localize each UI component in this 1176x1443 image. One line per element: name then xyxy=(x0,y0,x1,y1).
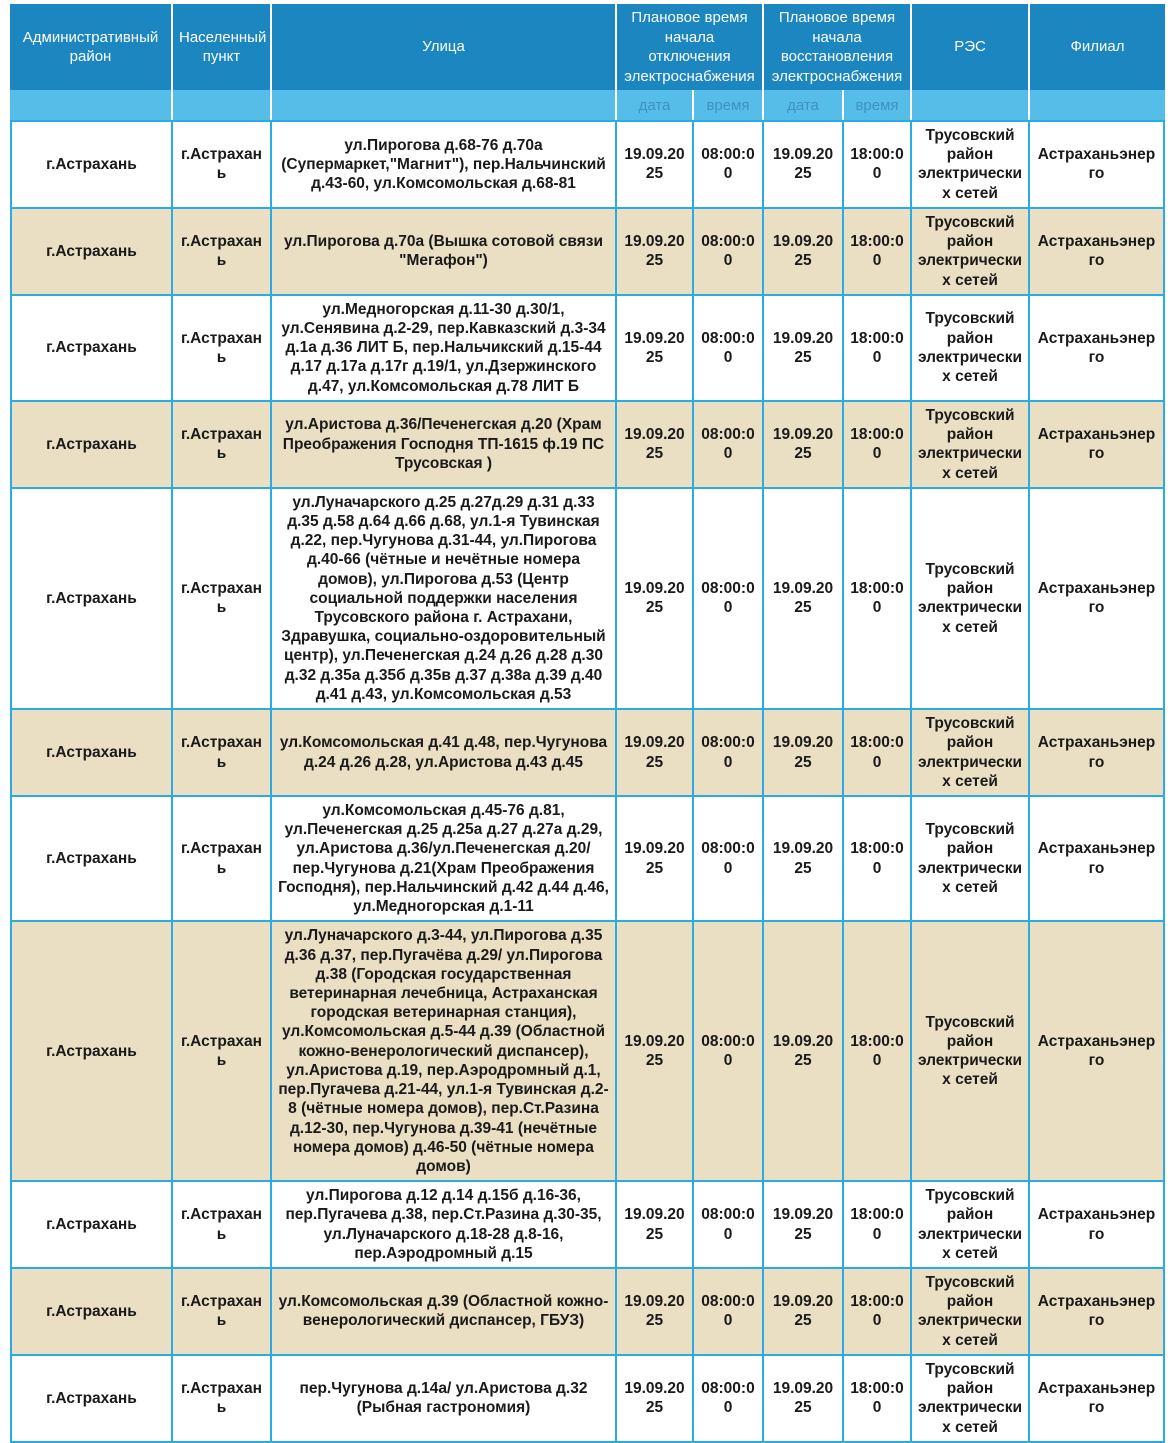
cell-district: г.Астрахань xyxy=(10,1269,173,1356)
table-header xyxy=(10,4,1165,120)
cell-off-time: 08:00:00 xyxy=(694,489,764,710)
col-header-branch: Филиал xyxy=(1030,4,1165,90)
cell-on-date: 19.09.2025 xyxy=(764,922,844,1182)
outage-row xyxy=(10,489,1165,710)
cell-on-time: 18:00:00 xyxy=(844,296,912,402)
cell-branch: Астраханьэнерго xyxy=(1030,209,1165,296)
cell-district: г.Астрахань xyxy=(10,1356,173,1443)
cell-off-date: 19.09.2025 xyxy=(617,1182,694,1269)
cell-on-time: 18:00:00 xyxy=(844,1182,912,1269)
cell-settlement: г.Астрахань xyxy=(173,402,272,489)
cell-settlement: г.Астрахань xyxy=(173,209,272,296)
cell-branch: Астраханьэнерго xyxy=(1030,120,1165,209)
outage-row xyxy=(10,1182,1165,1269)
cell-on-date: 19.09.2025 xyxy=(764,1356,844,1443)
subheader-empty xyxy=(272,90,617,120)
cell-off-time: 08:00:00 xyxy=(694,209,764,296)
col-header-district: Административный район xyxy=(10,4,173,90)
cell-off-date: 19.09.2025 xyxy=(617,120,694,209)
cell-off-date: 19.09.2025 xyxy=(617,797,694,922)
subheader-on-time: время xyxy=(844,90,912,120)
cell-street: пер.Чугунова д.14а/ ул.Аристова д.32 (Рыбная гастрономия) xyxy=(272,1356,617,1443)
cell-on-date: 19.09.2025 xyxy=(764,296,844,402)
cell-branch: Астраханьэнерго xyxy=(1030,1182,1165,1269)
cell-on-date: 19.09.2025 xyxy=(764,489,844,710)
outage-row xyxy=(10,296,1165,402)
cell-off-date: 19.09.2025 xyxy=(617,209,694,296)
cell-settlement: г.Астрахань xyxy=(173,1356,272,1443)
cell-on-time: 18:00:00 xyxy=(844,1356,912,1443)
cell-off-time: 08:00:00 xyxy=(694,1269,764,1356)
cell-res: Трусовский район электрических сетей xyxy=(912,402,1030,489)
cell-off-time: 08:00:00 xyxy=(694,710,764,797)
cell-street: ул.Пирогова д.70а (Вышка сотовой связи "Мегафон") xyxy=(272,209,617,296)
cell-res: Трусовский район электрических сетей xyxy=(912,1269,1030,1356)
col-header-street: Улица xyxy=(272,4,617,90)
cell-off-time: 08:00:00 xyxy=(694,922,764,1182)
cell-off-time: 08:00:00 xyxy=(694,296,764,402)
subheader-on-date: дата xyxy=(764,90,844,120)
cell-district: г.Астрахань xyxy=(10,797,173,922)
cell-settlement: г.Астрахань xyxy=(173,1182,272,1269)
col-header-restore-start: Плановое время начала восстановления электроснабжения xyxy=(764,4,912,90)
cell-res: Трусовский район электрических сетей xyxy=(912,1356,1030,1443)
col-header-settlement: Населенный пункт xyxy=(173,4,272,90)
outage-row xyxy=(10,209,1165,296)
cell-district: г.Астрахань xyxy=(10,209,173,296)
cell-on-date: 19.09.2025 xyxy=(764,797,844,922)
cell-on-time: 18:00:00 xyxy=(844,402,912,489)
subheader-off-date: дата xyxy=(617,90,694,120)
cell-street: ул.Медногорская д.11-30 д.30/1, ул.Сенявина д.2-29, пер.Кавказский д.3-34 д.1а д.36 ЛИТ Б, пер.Нальчикский д.15-44 д.17 д.17а д.17г д.19/1, ул.Дзержинского д.47, ул.Комсомольская д.78 ЛИТ Б xyxy=(272,296,617,402)
subheader-empty xyxy=(1030,90,1165,120)
cell-district: г.Астрахань xyxy=(10,1182,173,1269)
cell-branch: Астраханьэнерго xyxy=(1030,296,1165,402)
cell-on-date: 19.09.2025 xyxy=(764,1269,844,1356)
cell-settlement: г.Астрахань xyxy=(173,489,272,710)
cell-settlement: г.Астрахань xyxy=(173,922,272,1182)
outage-row xyxy=(10,1356,1165,1443)
cell-branch: Астраханьэнерго xyxy=(1030,1269,1165,1356)
cell-branch: Астраханьэнерго xyxy=(1030,797,1165,922)
cell-branch: Астраханьэнерго xyxy=(1030,710,1165,797)
cell-on-time: 18:00:00 xyxy=(844,1269,912,1356)
cell-res: Трусовский район электрических сетей xyxy=(912,489,1030,710)
cell-res: Трусовский район электрических сетей xyxy=(912,209,1030,296)
cell-on-time: 18:00:00 xyxy=(844,489,912,710)
cell-res: Трусовский район электрических сетей xyxy=(912,1182,1030,1269)
subheader-empty xyxy=(173,90,272,120)
cell-settlement: г.Астрахань xyxy=(173,296,272,402)
cell-res: Трусовский район электрических сетей xyxy=(912,922,1030,1182)
cell-res: Трусовский район электрических сетей xyxy=(912,120,1030,209)
cell-off-time: 08:00:00 xyxy=(694,1182,764,1269)
cell-settlement: г.Астрахань xyxy=(173,797,272,922)
col-header-res: РЭС xyxy=(912,4,1030,90)
cell-off-time: 08:00:00 xyxy=(694,120,764,209)
cell-off-date: 19.09.2025 xyxy=(617,489,694,710)
cell-district: г.Астрахань xyxy=(10,922,173,1182)
outage-row xyxy=(10,120,1165,209)
outage-row xyxy=(10,402,1165,489)
cell-street: ул.Комсомольская д.45-76 д.81, ул.Печенегская д.25 д.25а д.27 д.27а д.29, ул.Аристова д.36/ул.Печенегская д.20/ пер.Чугунова д.21(Храм Преображения Господня), пер.Нальчинский д.42 д.44 д.46, ул.Медногорская д.1-11 xyxy=(272,797,617,922)
subheader-row xyxy=(10,90,1165,120)
cell-on-date: 19.09.2025 xyxy=(764,402,844,489)
cell-on-date: 19.09.2025 xyxy=(764,209,844,296)
subheader-empty xyxy=(912,90,1030,120)
cell-district: г.Астрахань xyxy=(10,402,173,489)
cell-street: ул.Пирогова д.12 д.14 д.15б д.16-36, пер.Пугачева д.38, пер.Ст.Разина д.30-35, ул.Луначарского д.18-28 д.8-16, пер.Аэродромный д.15 xyxy=(272,1182,617,1269)
cell-street: ул.Луначарского д.25 д.27д.29 д.31 д.33 д.35 д.58 д.64 д.66 д.68, ул.1-я Тувинская д.22, пер.Чугунова д.31-44, ул.Пирогова д.40-66 (чётные и нечётные номера домов), ул.Пирогова д.53 (Центр социальной поддержки населения Трусовского района г. Астрахани, Здравушка, социально-оздоровительный центр), ул.Печенегская д.24 д.26 д.28 д.30 д.32 д.35а д.35б д.35в д.37 д.38а д.39 д.40 д.41 д.43, ул.Комсомольская д.53 xyxy=(272,489,617,710)
col-header-outage-start: Плановое время начала отключения электроснабжения xyxy=(617,4,764,90)
cell-off-date: 19.09.2025 xyxy=(617,1269,694,1356)
cell-branch: Астраханьэнерго xyxy=(1030,922,1165,1182)
table-body xyxy=(10,120,1165,1443)
header-row xyxy=(10,4,1165,90)
cell-off-date: 19.09.2025 xyxy=(617,710,694,797)
cell-on-date: 19.09.2025 xyxy=(764,120,844,209)
cell-on-time: 18:00:00 xyxy=(844,710,912,797)
cell-street: ул.Комсомольская д.41 д.48, пер.Чугунова д.24 д.26 д.28, ул.Аристова д.43 д.45 xyxy=(272,710,617,797)
cell-district: г.Астрахань xyxy=(10,120,173,209)
outage-schedule-page xyxy=(0,4,1176,1443)
cell-branch: Астраханьэнерго xyxy=(1030,402,1165,489)
cell-street: ул.Луначарского д.3-44, ул.Пирогова д.35 д.36 д.37, пер.Пугачёва д.29/ ул.Пирогова д.38 (Городская государственная ветеринарная лечебница, Астраханская городская ветеринарная станция), ул.Комсомольская д.5-44 д.39 (Областной кожно-венерологический диспансер), ул.Аристова д.19, пер.Аэродромный д.1, пер.Пугачева д.21-44, ул.1-я Тувинская д.2-8 (чётные номера домов), пер.Ст.Разина д.12-30, пер.Чугунова д.39-41 (нечётные номера домов) д.46-50 (чётные номера домов) xyxy=(272,922,617,1182)
subheader-empty xyxy=(10,90,173,120)
cell-branch: Астраханьэнерго xyxy=(1030,1356,1165,1443)
cell-branch: Астраханьэнерго xyxy=(1030,489,1165,710)
cell-on-date: 19.09.2025 xyxy=(764,710,844,797)
cell-on-time: 18:00:00 xyxy=(844,922,912,1182)
cell-on-time: 18:00:00 xyxy=(844,797,912,922)
cell-res: Трусовский район электрических сетей xyxy=(912,797,1030,922)
cell-off-date: 19.09.2025 xyxy=(617,296,694,402)
cell-off-date: 19.09.2025 xyxy=(617,402,694,489)
cell-on-time: 18:00:00 xyxy=(844,120,912,209)
cell-settlement: г.Астрахань xyxy=(173,120,272,209)
cell-res: Трусовский район электрических сетей xyxy=(912,296,1030,402)
outage-row xyxy=(10,710,1165,797)
outage-row xyxy=(10,922,1165,1182)
cell-district: г.Астрахань xyxy=(10,710,173,797)
outage-row xyxy=(10,1269,1165,1356)
cell-settlement: г.Астрахань xyxy=(173,710,272,797)
cell-off-time: 08:00:00 xyxy=(694,402,764,489)
cell-res: Трусовский район электрических сетей xyxy=(912,710,1030,797)
cell-street: ул.Комсомольская д.39 (Областной кожно-венерологический диспансер, ГБУЗ) xyxy=(272,1269,617,1356)
outage-row xyxy=(10,797,1165,922)
outage-schedule-table xyxy=(10,4,1165,1443)
cell-on-time: 18:00:00 xyxy=(844,209,912,296)
subheader-off-time: время xyxy=(694,90,764,120)
cell-off-date: 19.09.2025 xyxy=(617,922,694,1182)
cell-off-date: 19.09.2025 xyxy=(617,1356,694,1443)
cell-on-date: 19.09.2025 xyxy=(764,1182,844,1269)
cell-district: г.Астрахань xyxy=(10,296,173,402)
cell-street: ул.Пирогова д.68-76 д.70а (Супермаркет,"Магнит"), пер.Нальчинский д.43-60, ул.Комсомольская д.68-81 xyxy=(272,120,617,209)
cell-off-time: 08:00:00 xyxy=(694,797,764,922)
cell-district: г.Астрахань xyxy=(10,489,173,710)
cell-street: ул.Аристова д.36/Печенегская д.20 (Храм Преображения Господня ТП-1615 ф.19 ПС Трусовская ) xyxy=(272,402,617,489)
cell-settlement: г.Астрахань xyxy=(173,1269,272,1356)
cell-off-time: 08:00:00 xyxy=(694,1356,764,1443)
